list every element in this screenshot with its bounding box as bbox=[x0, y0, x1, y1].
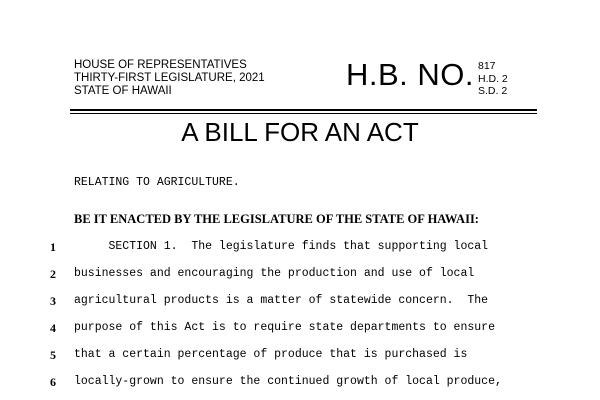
bill-number: 817 bbox=[478, 60, 496, 72]
house-draft: H.D. 2 bbox=[478, 72, 508, 85]
bill-text-line: purpose of this Act is to require state departments to ensure bbox=[74, 321, 495, 334]
line-number: 3 bbox=[50, 294, 56, 308]
chamber-name: HOUSE OF REPRESENTATIVES bbox=[74, 59, 247, 71]
bill-label: H.B. NO. bbox=[346, 57, 475, 92]
bill-text-line: SECTION 1. The legislature finds that supporting local bbox=[74, 240, 489, 253]
line-number: 2 bbox=[50, 267, 56, 281]
bill-identifiers bbox=[478, 60, 508, 98]
header-rule-thin bbox=[70, 113, 537, 114]
bill-text-line: agricultural products is a matter of statewide concern. The bbox=[74, 294, 489, 307]
bill-text-line: locally-grown to ensure the continued growth of local produce, bbox=[74, 375, 502, 388]
state-name: STATE OF HAWAII bbox=[74, 85, 172, 97]
enacting-clause: BE IT ENACTED BY THE LEGISLATURE OF THE STATE OF HAWAII: bbox=[74, 212, 479, 226]
line-number: 6 bbox=[50, 375, 56, 389]
line-number: 5 bbox=[50, 348, 56, 362]
relating-clause: RELATING TO AGRICULTURE. bbox=[74, 176, 240, 189]
line-number: 1 bbox=[50, 240, 56, 254]
chamber-info bbox=[74, 59, 265, 98]
line-number: 4 bbox=[50, 321, 56, 335]
senate-draft: S.D. 2 bbox=[478, 85, 508, 97]
bill-text-line: businesses and encouraging the production and use of local bbox=[74, 267, 475, 280]
legislature-session: THIRTY-FIRST LEGISLATURE, 2021 bbox=[74, 72, 265, 84]
bill-title: A BILL FOR AN ACT bbox=[181, 117, 419, 147]
bill-text-line: that a certain percentage of produce that is purchased is bbox=[74, 348, 468, 361]
header-rule-thick bbox=[70, 109, 537, 111]
